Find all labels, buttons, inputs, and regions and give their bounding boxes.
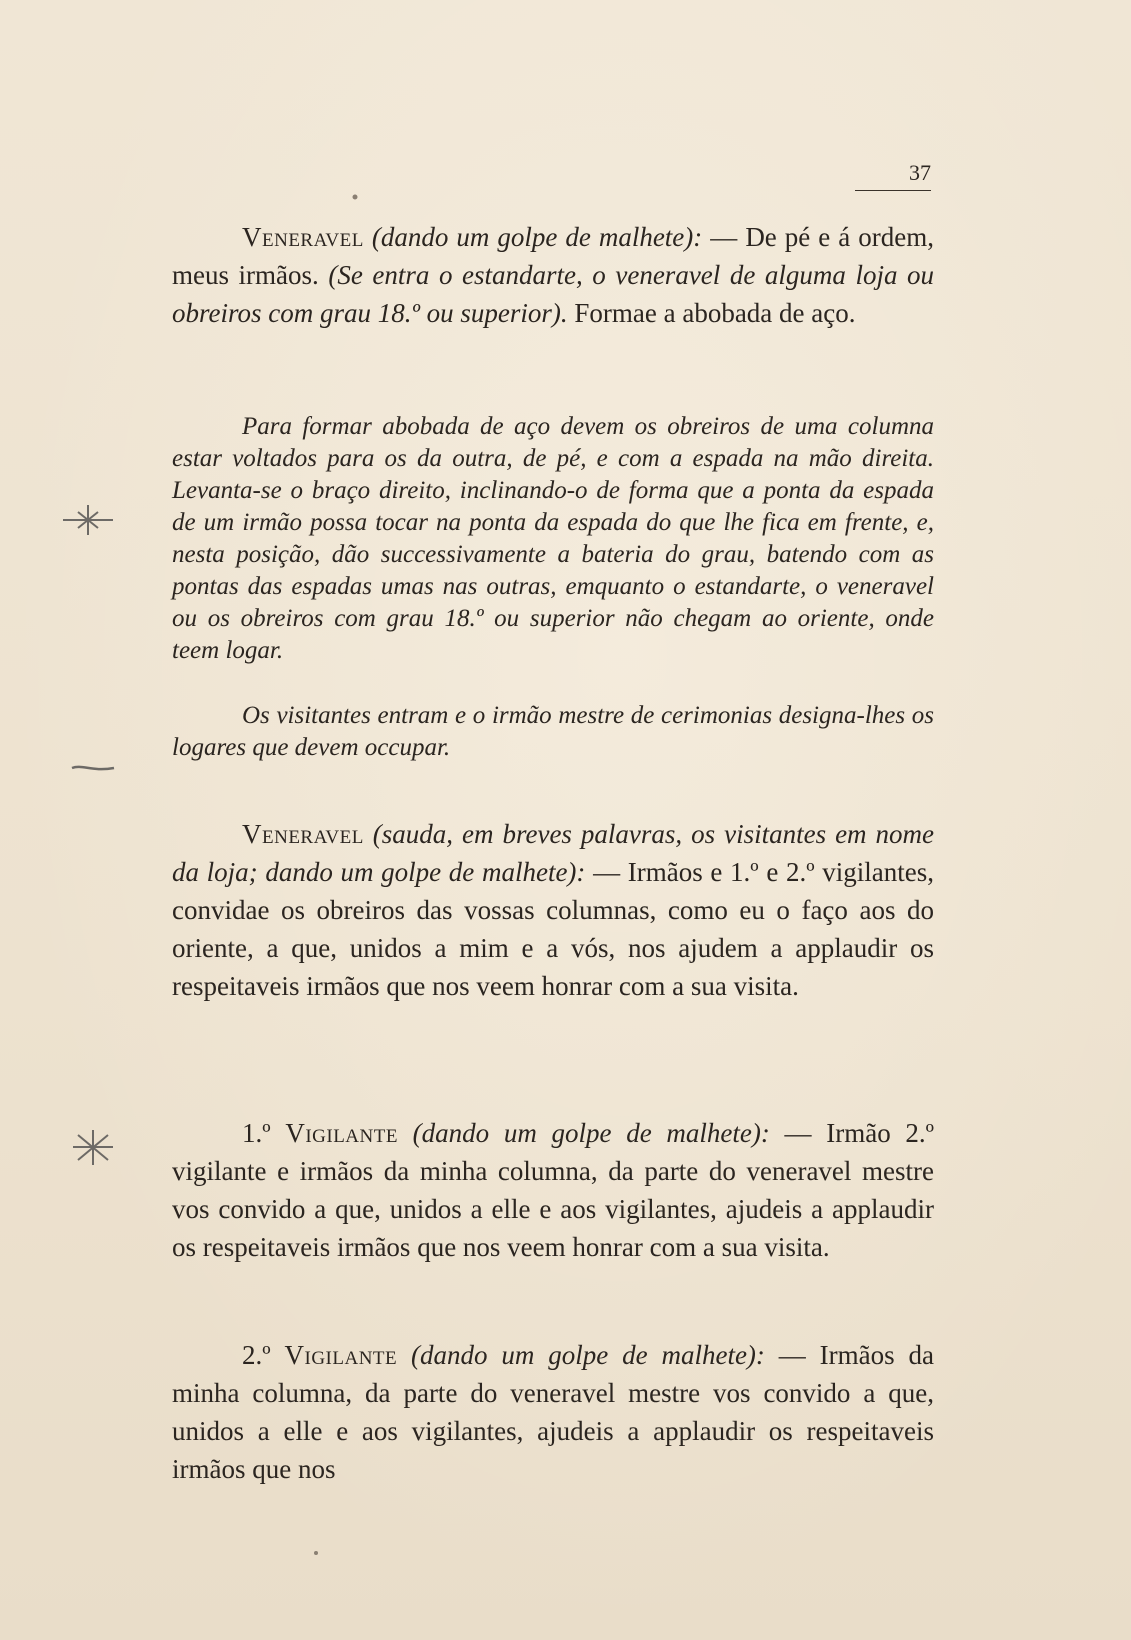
stage-direction: (sauda, em breves palavras, os visitantes em nome da loja; dando um golpe de malhete):: [172, 819, 935, 887]
stage-direction-estandarte: (Se entra o estandarte, o veneravel de alguma loja ou obreiros com grau 18.º ou superior).: [172, 260, 935, 328]
ritual-instructions: [172, 411, 934, 667]
em-dash: —: [769, 1118, 827, 1148]
margin-mark-icon: [70, 762, 116, 774]
paragraph-veneravel-2: [172, 815, 934, 1005]
page-number: 37: [855, 160, 931, 191]
paragraph-veneravel-1: [172, 218, 934, 332]
speaker-veneravel: Veneravel: [242, 819, 364, 849]
speech-text: Irmão 2.º vigilante e irmãos da minha columna, da parte do veneravel mestre vos convido a que, unidos a elle e aos vigilantes, ajudeis a applaudir os respeitaveis irmãos que nos veem honrar com a sua visita.: [172, 1118, 935, 1262]
instruction-text: Para formar abobada de aço devem os obreiros de uma columna estar voltados para os da outra, de pé, e com a espada na mão direita. Levanta-se o braço direito, inclinando-o de forma que a ponta da espada de um irmão possa tocar na ponta da espada do que lhe fica em frente, e, nesta posição, dão successivamente a bateria do grau, batendo com as pontas das espadas umas nas outras, emquanto o estandarte, o veneravel ou os obreiros com grau 18.º ou superior não chegam ao oriente, onde teem logar.: [172, 413, 934, 664]
speech-text: Formae a abobada de aço.: [567, 298, 856, 328]
ordinal-number: 1.º: [242, 1118, 286, 1148]
speaker-vigilante: Vigilante: [284, 1340, 398, 1370]
margin-mark-icon: [68, 1125, 118, 1170]
stage-direction: (dando um golpe de malhete):: [371, 222, 703, 252]
speaker-veneravel: Veneravel: [242, 222, 364, 252]
em-dash: —: [702, 222, 746, 252]
speck-icon: [313, 1550, 319, 1556]
stage-direction: (dando um golpe de malhete):: [411, 1340, 765, 1370]
em-dash: —: [585, 857, 628, 887]
speck-icon: [352, 194, 358, 200]
ordinal-number: 2.º: [242, 1340, 285, 1370]
speech-text: Irmãos e 1.º e 2.º vigilantes, convidae os obreiros das vossas columnas, como eu o faço aos do oriente, a que, unidos a mim e a vós, nos ajudem a applaudir os respeitaveis irmãos que nos veem honrar com a sua visita.: [172, 857, 935, 1001]
ritual-instructions-visitors: [172, 700, 934, 764]
speech-text: De pé e á ordem, meus irmãos.: [172, 222, 935, 290]
speech-text: Irmãos da minha columna, da parte do veneravel mestre vos convido a que, unidos a elle e aos vigilantes, ajudeis a applaudir os respeitaveis irmãos que nos: [172, 1340, 935, 1484]
margin-mark-icon: [58, 500, 118, 540]
em-dash: —: [764, 1340, 820, 1370]
paragraph-vigilante-1: [172, 1114, 934, 1266]
stage-direction: (dando um golpe de malhete):: [412, 1118, 770, 1148]
instruction-text: Os visitantes entram e o irmão mestre de cerimonias designa-lhes os logares que devem occupar.: [172, 702, 934, 761]
paragraph-vigilante-2: [172, 1336, 934, 1488]
speaker-vigilante: Vigilante: [285, 1118, 398, 1148]
